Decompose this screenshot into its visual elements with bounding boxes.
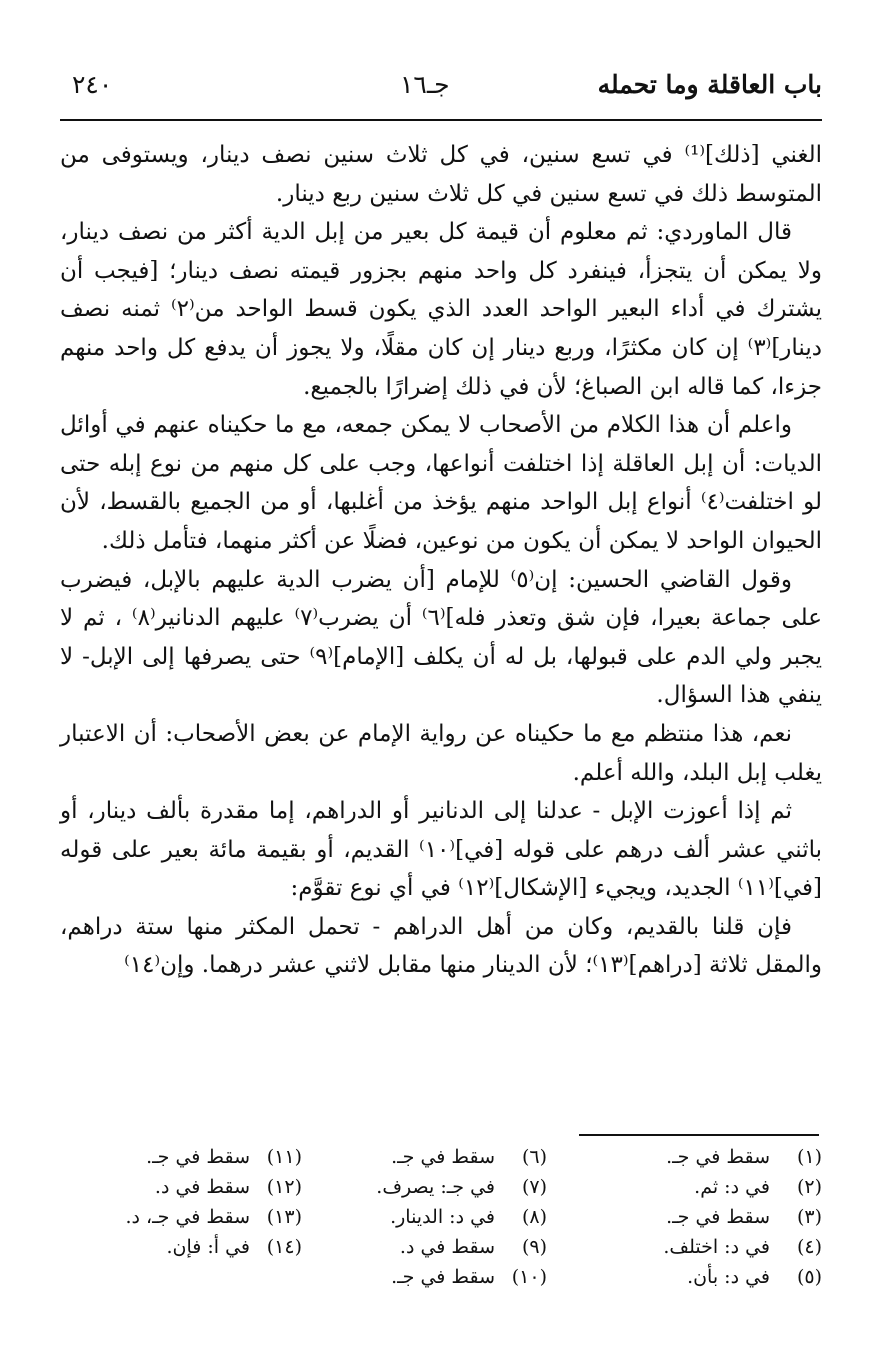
- paragraph: نعم، هذا منتظم مع ما حكيناه عن رواية الإمام عن بعض الأصحاب: أن الاعتبار يغلب إبل البلد، والله أعلم.: [60, 720, 822, 786]
- footnote-number: (٢): [796, 1176, 822, 1198]
- paragraph: فإن قلنا بالقديم، وكان من أهل الدراهم - تحمل المكثر منها ستة دراهم، والمقل ثلاثة [دراهم]⁽١٣⁾؛ لأن الدينار منها مقابل لاثني عشر درهما. وإن⁽١٤⁾: [60, 913, 822, 979]
- footnote-item: [592, 1262, 822, 1292]
- volume-label: جـ١٦: [400, 70, 450, 99]
- footnote-item: [72, 1172, 302, 1202]
- footnote-item: [592, 1142, 822, 1172]
- footnote-number: (١٣): [266, 1206, 302, 1228]
- footnote-number: (١٢): [266, 1176, 302, 1198]
- footnote-text: في د: اختلف.: [663, 1236, 770, 1258]
- footnote-item: [317, 1232, 547, 1262]
- footnote-item: [317, 1262, 547, 1292]
- footnote-divider: [579, 1134, 819, 1136]
- footnote-column-1: [592, 1142, 822, 1292]
- footnote-text: في د: الدينار.: [390, 1206, 495, 1228]
- footnote-item: [592, 1202, 822, 1232]
- footnote-item: [317, 1142, 547, 1172]
- chapter-title: باب العاقلة وما تحمله: [597, 70, 822, 99]
- footnote-item: [592, 1232, 822, 1262]
- footnote-text: سقط في جـ.: [391, 1266, 495, 1288]
- paragraph: وقول القاضي الحسين: إن⁽٥⁾ للإمام [أن يضرب الدية عليهم بالإبل، فيضرب على جماعة بعيرا، فإن شق وتعذر فله]⁽٦⁾ أن يضرب⁽٧⁾ عليهم الدنانير⁽٨⁾ ، ثم لا يجبر ولي الدم على قبولها، بل له أن يكلف [الإمام]⁽٩⁾ حتى يصرفها إلى الإبل- لا ينفي هذا السؤال.: [60, 566, 822, 709]
- footnote-text: سقط في جـ.: [391, 1146, 495, 1168]
- footnote-number: (١١): [266, 1146, 302, 1168]
- footnote-text: سقط في جـ، د.: [125, 1206, 250, 1228]
- footnote-number: (٣): [796, 1206, 822, 1228]
- footnote-item: [592, 1172, 822, 1202]
- header-divider: [60, 119, 822, 121]
- paragraph: قال الماوردي: ثم معلوم أن قيمة كل بعير من إبل الدية أكثر من نصف دينار، ولا يمكن أن يتجزأ، فينفرد كل واحد منهم بجزور قيمته نصف دينار؛ [فيجب أن يشترك في أداء البعير الواحد العدد الذي يكون قسط الواحد من⁽٢⁾ ثمنه نصف دينار]⁽٣⁾ إن كان مكثرًا، وربع دينار إن كان مقلًا، ولا يجوز أن يدفع كل واحد منهم جزءا، كما قاله ابن الصباغ؛ لأن في ذلك إضرارًا بالجميع.: [60, 219, 822, 400]
- footnote-number: (٦): [521, 1146, 547, 1168]
- running-header: [60, 70, 822, 114]
- footnote-text: سقط في جـ.: [666, 1206, 770, 1228]
- footnote-text: في د: بأن.: [687, 1266, 770, 1288]
- footnote-item: [72, 1142, 302, 1172]
- footnote-item: [72, 1202, 302, 1232]
- footnote-item: [317, 1172, 547, 1202]
- paragraph: الغني [ذلك]⁽¹⁾ في تسع سنين، في كل ثلاث سنين نصف دينار، ويستوفى من المتوسط ذلك في تسع سنين في كل ثلاث سنين ربع دينار.: [60, 142, 822, 207]
- footnote-text: سقط في د.: [399, 1236, 495, 1258]
- footnotes: [60, 1142, 822, 1342]
- footnote-text: في د: ثم.: [694, 1176, 770, 1198]
- footnote-number: (١٠): [511, 1266, 547, 1288]
- footnote-text: في أ: فإن.: [166, 1236, 250, 1258]
- footnote-number: (٤): [796, 1236, 822, 1258]
- paragraph: ثم إذا أعوزت الإبل - عدلنا إلى الدنانير أو الدراهم، إما مقدرة بألف دينار، أو باثني عشر ألف درهم على قوله [في]⁽١٠⁾ القديم، أو بقيمة مائة بعير على قوله [في]⁽١١⁾ الجديد، ويجيء [الإشكال]⁽١٢⁾ في أي نوع تقوَّم:: [60, 798, 823, 902]
- footnote-text: في جـ: يصرف.: [376, 1176, 495, 1198]
- footnote-number: (٥): [796, 1266, 822, 1288]
- page-number: ٢٤٠: [72, 70, 113, 99]
- main-text: [60, 136, 822, 985]
- footnote-item: [317, 1202, 547, 1232]
- footnote-number: (٧): [521, 1176, 547, 1198]
- footnote-column-2: [317, 1142, 547, 1292]
- footnote-text: سقط في جـ.: [666, 1146, 770, 1168]
- footnote-text: سقط في جـ.: [146, 1146, 250, 1168]
- footnote-text: سقط في د.: [154, 1176, 250, 1198]
- footnote-number: (٨): [521, 1206, 547, 1228]
- footnote-number: (٩): [521, 1236, 547, 1258]
- footnote-number: (١): [796, 1146, 822, 1168]
- footnote-number: (١٤): [266, 1236, 302, 1258]
- footnote-column-3: [72, 1142, 302, 1262]
- footnote-item: [72, 1232, 302, 1262]
- paragraph: واعلم أن هذا الكلام من الأصحاب لا يمكن جمعه، مع ما حكيناه عنهم في أوائل الديات: أن إبل العاقلة إذا اختلفت أنواعها، وجب على كل منهم من نوع إبله حتى لو اختلفت⁽٤⁾ أنواع إبل الواحد منهم يؤخذ من أغلبها، أو من الجميع بالقسط، لأن الحيوان الواحد لا يمكن أن يكون من نوعين، فضلًا عن أكثر منهما، فتأمل ذلك.: [60, 412, 822, 554]
